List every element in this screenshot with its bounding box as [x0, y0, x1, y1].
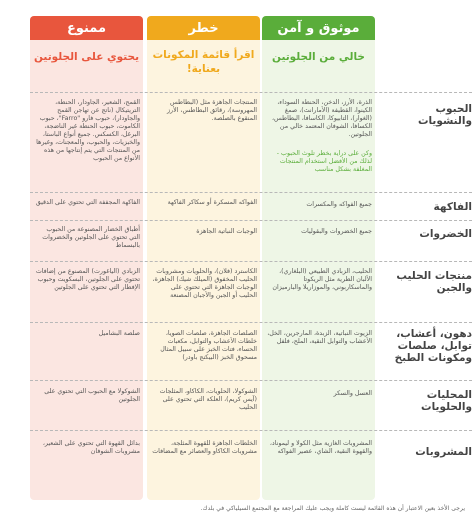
safe-column-title: موثوق و آمن [262, 16, 375, 40]
risk-column-title: خطر [147, 16, 260, 40]
row-divider [30, 220, 472, 221]
milk-ban: الزبادي (الياغورت) المصنوع من إضافات تحتوي على الجلوتين، البسكويت وحبوب الإفطار التي تحتوي على الجلوتين [35, 268, 140, 291]
safe-column-bg [262, 16, 375, 500]
category-milk-cheese: منتجات الحليب والجبن [396, 270, 472, 294]
milk-safe: الحليب، الزبادي الطبيعي (البلغاري)، الألبان الطرية مثل الريكوتا والماسكاربوني، والموزاريلا والبارميزان [272, 268, 372, 291]
vegetables-ban: أطباق الخضار المصنوعة من الحبوب التي تحتوي على الجلوتين والخضروات بالبسماط [42, 226, 140, 249]
drinks-ban: بدائل القهوة التي تحتوي على الشعير، مشروبات الشوفان [42, 440, 140, 455]
category-fruit: الفاكهة [433, 201, 472, 213]
safe-column-subtitle: خالي من الجلوتين [272, 51, 365, 63]
row-divider [30, 92, 472, 93]
category-fats-spices: دهون، أعشاب، توابل، صلصات ومكونات الطبخ [394, 328, 472, 364]
ban-column-subtitle: يحتوي على الجلوتين [33, 51, 140, 63]
risk-column-subtitle: اقرأ قائمة المكونات بعناية! [152, 49, 255, 75]
drinks-safe: المشروبات الغازية مثل الكولا و ليموناد، والقهوة النقية، الشاي، عصير الفواكه [269, 440, 372, 455]
fruit-ban: الفاكهة المجففة التي تحتوي على الدقيق [35, 199, 140, 206]
fruit-risk: الفواكه المسكرة أو سكاكر الفاكهة [167, 199, 257, 206]
row-divider [30, 430, 472, 431]
ban-column-bg [30, 16, 143, 500]
grains-safe-note: وكن على دراية بخطر تلوث الحبوب - لذلك من الأفضل استخدام المنتجات المغلفة بشكل مناسب [276, 150, 372, 173]
row-divider [30, 192, 472, 193]
row-divider [30, 380, 472, 381]
category-vegetables: الخضروات [419, 228, 472, 240]
sweets-ban: الشوكولا مع الحبوب التي تحتوي على الجلوتين [44, 388, 140, 403]
sweets-risk: الشوكولا، الحلويات، الكاكاو، المثلجات (آيس كريم)، العلكة التي تحتوي على الحليب [159, 388, 257, 411]
footer-note: يرجى الأخذ بعين الاعتبار أن هذه القائمة ليست كاملة ويجب عليك المراجعة مع المجتمع السيلياكي في بلدك. [200, 505, 465, 512]
milk-risk: الكاسترد (فلان)، والحلويات ومشروبات الحليب المخفوق (الميلك شيك) الجاهزة، الوجبات الجاهزة التي تحتوي على الحليب أو الجبن والأجبان المصنعة [152, 268, 257, 299]
category-drinks: المشروبات [415, 446, 472, 458]
ban-column-title: ممنوع [30, 16, 143, 40]
category-grains: الحبوب والنشويات [417, 103, 472, 127]
fats-ban: صلصة البشاميل [98, 330, 140, 337]
vegetables-safe: جميع الخضروات والبقوليات [301, 228, 372, 235]
sweets-safe: العسل والسكر [333, 390, 372, 397]
category-sweets: المحليات والحلويات [421, 389, 472, 413]
drinks-risk: الخلطات الجاهزة للقهوة المثلجة، مشروبات الكاكاو والعصائر مع المضافات [152, 440, 257, 455]
fats-risk: الصلصات الجاهزة، صلصات الصويا، خلطات الأعشاب والتوابل، مكعبات الحساء، فتات الخبز على سبيل المثال مسحوق الخبز (البيكنج باودر) [160, 330, 257, 361]
grains-safe: الذرة، الأرز، الدخن، الحنطة السوداء، الكينوا، القطيفة (الأمارانث)، صمغ (الغوار)، التابيوكا، الكاسافا، البطاطس، الكسافا، الشوفان المعتمد خالي من الجلوتين. [272, 99, 372, 138]
risk-column-bg [147, 16, 260, 500]
vegetables-risk: الوجبات النباتية الجاهزة [196, 228, 257, 235]
row-divider [30, 322, 472, 323]
fruit-safe: جميع الفواكه والمكسرات [306, 201, 372, 208]
fats-safe: الزيوت النباتية، الزبدة، المارجرين، الخل، الأعشاب والتوابل النقية، الملح، فلفل [267, 330, 372, 345]
grains-ban: القمح، الشعير، الجاودار، الحنطة، التريتيكال (ناتج عن تهاجن القمح والجاودار)، حبوب فارو "Farro"، حبوب الكاموت، حبوب الحنطة غير الناضجة، البرغل، الكسكس. جميع أنواع الباستا، والخبزيات، والحبوب، والمعجنات، وغيرها من المنتجات التي يتم إنتاجها من هذه الأنواع من الحبوب [36, 99, 140, 162]
grains-risk: المنتجات الجاهزة مثل (البطاطس المهروسة)، رقائق البطاطس، الأرز المنقوع بالصلصة. [167, 99, 257, 122]
row-divider [30, 261, 472, 262]
